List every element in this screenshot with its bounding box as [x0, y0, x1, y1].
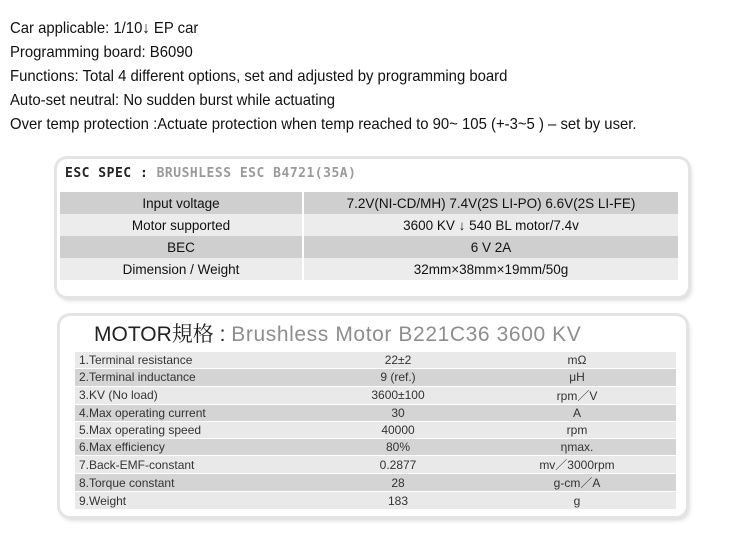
motor-param: 8.Torque constant	[75, 474, 318, 492]
esc-spec-title-lead: ESC SPEC :	[65, 166, 157, 181]
table-row	[75, 352, 676, 369]
motor-value: 3600±100	[318, 386, 478, 404]
motor-param: 6.Max efficiency	[75, 439, 318, 456]
motor-param: 4.Max operating current	[75, 404, 318, 421]
esc-spec-title-model: BRUSHLESS ESC B4721(35A)	[156, 166, 357, 181]
esc-spec-value: 32mm×38mm×19mm/50g	[303, 258, 678, 280]
feature-car-applicable: Car applicable: 1/10↓ EP car	[10, 20, 199, 37]
esc-spec-label: Motor supported	[60, 214, 303, 236]
feature-list	[10, 17, 689, 137]
table-row	[75, 386, 676, 404]
motor-unit: mΩ	[478, 352, 676, 369]
motor-param: 1.Terminal resistance	[75, 352, 318, 369]
motor-spec-title-lead: MOTOR規格 :	[94, 323, 232, 346]
table-row	[75, 369, 676, 386]
motor-unit: rpm／V	[478, 386, 676, 404]
motor-spec-panel	[60, 316, 686, 516]
esc-spec-panel	[57, 159, 688, 296]
motor-value: 22±2	[318, 352, 478, 369]
motor-value: 40000	[318, 421, 478, 438]
motor-value: 183	[318, 492, 478, 509]
motor-unit: g	[478, 492, 676, 509]
table-row	[60, 192, 678, 214]
table-row	[75, 474, 676, 492]
motor-unit: A	[478, 404, 676, 421]
motor-spec-title	[94, 320, 581, 350]
motor-unit: rpm	[478, 421, 676, 438]
table-row	[75, 492, 676, 509]
motor-value: 30	[318, 404, 478, 421]
motor-param: 5.Max operating speed	[75, 421, 318, 438]
motor-spec-table	[75, 352, 676, 510]
feature-functions: Functions: Total 4 different options, set and adjusted by programming board	[10, 68, 508, 85]
motor-unit: mv／3000rpm	[478, 456, 676, 474]
table-row	[60, 258, 678, 280]
motor-unit: g-cm／A	[478, 474, 676, 492]
table-row	[60, 214, 678, 236]
motor-value: 0.2877	[318, 456, 478, 474]
motor-value: 28	[318, 474, 478, 492]
motor-unit: μH	[478, 369, 676, 386]
esc-spec-label: Input voltage	[60, 192, 303, 214]
table-row	[75, 439, 676, 456]
esc-spec-title	[65, 166, 356, 181]
motor-param: 2.Terminal inductance	[75, 369, 318, 386]
feature-auto-set-neutral: Auto-set neutral: No sudden burst while actuating	[10, 92, 336, 109]
esc-spec-table	[60, 192, 678, 280]
motor-param: 3.KV (No load)	[75, 386, 318, 404]
feature-over-temp-protection: Over temp protection :Actuate protection when temp reached to 90~ 105 (+-3~5 ) – set by user.	[10, 116, 637, 133]
esc-spec-value: 7.2V(NI-CD/MH) 7.4V(2S LI-PO) 6.6V(2S LI-FE)	[303, 192, 678, 214]
motor-unit: ηmax.	[478, 439, 676, 456]
table-row	[75, 456, 676, 474]
motor-value: 9 (ref.)	[318, 369, 478, 386]
table-row	[75, 421, 676, 438]
esc-spec-value: 6 V 2A	[303, 236, 678, 258]
motor-spec-title-model: Brushless Motor B221C36 3600 KV	[231, 323, 582, 346]
table-row	[60, 236, 678, 258]
motor-param: 7.Back-EMF-constant	[75, 456, 318, 474]
esc-spec-label: Dimension / Weight	[60, 258, 303, 280]
feature-programming-board: Programming board: B6090	[10, 44, 193, 61]
motor-param: 9.Weight	[75, 492, 318, 509]
table-row	[75, 404, 676, 421]
motor-value: 80%	[318, 439, 478, 456]
esc-spec-value: 3600 KV ↓ 540 BL motor/7.4v	[303, 214, 678, 236]
esc-spec-label: BEC	[60, 236, 303, 258]
